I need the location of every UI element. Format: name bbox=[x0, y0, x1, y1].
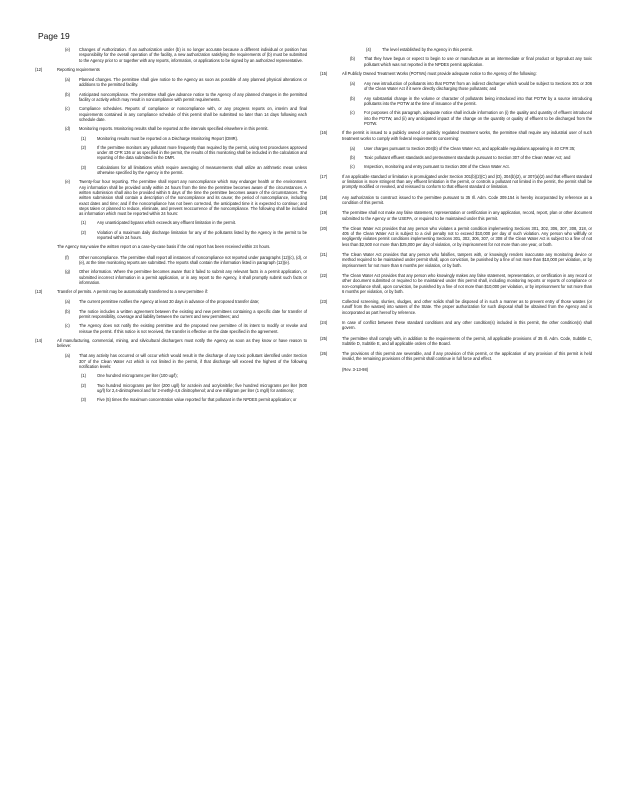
condition-number: (19) bbox=[320, 210, 328, 216]
condition-text: The notice includes a written agreement between the existing and new permittees containing a specific date for transfer of permit responsibility, coverage and liability between the current and new permittees; and bbox=[79, 308, 307, 319]
condition-text: The permittee shall comply with, in addition to the requirements of the permit, all applicable provisions of 35 Ill. Adm. Code, Subtitle C, Subtitle D, Subtitle E, and all applicable orders of the Board. bbox=[342, 335, 592, 346]
condition-text: Reporting requirements bbox=[57, 66, 100, 72]
permit-condition bbox=[366, 47, 592, 52]
condition-number: (4) bbox=[366, 47, 372, 52]
condition-text: That they have begun or expect to begin to use or manufacture as an intermediate or final product or byproduct any toxic pollutant which was not reported in the NPDES permit application. bbox=[364, 56, 592, 67]
permit-condition bbox=[320, 336, 592, 347]
condition-text: For purposes of this paragraph, adequate notice shall include information on (i) the quality and quantity of effluent introduced into the POTW, and (ii) any anticipated impact of the change on the quantity or quality of effluent to be discharged from the POTW. bbox=[364, 110, 592, 126]
permit-condition bbox=[350, 110, 592, 126]
permit-condition bbox=[65, 255, 307, 266]
permit-condition bbox=[65, 269, 307, 285]
condition-number: (16) bbox=[320, 130, 328, 136]
condition-number: (13) bbox=[35, 289, 43, 295]
condition-number: (2) bbox=[81, 144, 87, 150]
condition-text: Anticipated noncompliance. The permittee shall give advance notice to the Agency of any planned changes in the permitted facility or activity which may result in noncompliance with permit requirements. bbox=[79, 91, 307, 103]
permit-condition bbox=[350, 96, 592, 107]
condition-text: Any new introduction of pollutants into that POTW from an indirect discharger which would be subject to Sections 301 or 306 of the Clean Water Act if it were directly discharging those pollutants; and bbox=[364, 81, 592, 92]
permit-condition bbox=[320, 130, 592, 141]
permit-condition bbox=[81, 220, 307, 225]
condition-text: Other information. Where the permittee becomes aware that it failed to submit any relevant facts in a permit application, or submitted incorrect information in a permit application, or in any report to the Agency, it shall promptly submit such facts or information. bbox=[79, 269, 307, 285]
condition-number: (25) bbox=[320, 335, 328, 341]
condition-text: Toxic pollutant effluent standards and pretreatment standards pursuant to Section 307 of the Clean Water Act; and bbox=[364, 155, 571, 161]
condition-text: Monitoring reports. Monitoring results shall be reported at the intervals specified elsewhere in this permit. bbox=[79, 126, 269, 132]
permit-condition bbox=[65, 179, 307, 216]
condition-text: Inspection, monitoring and entry pursuant to Section 308 of the Clean Water Act. bbox=[364, 164, 510, 170]
permit-condition bbox=[320, 273, 592, 294]
condition-text: Any substantial change in the volume or character of pollutants being introduced into that POTW by a source introducing pollutants into the POTW at the time of issuance of the permit. bbox=[364, 95, 592, 107]
condition-number: (b) bbox=[350, 155, 356, 161]
permit-condition bbox=[350, 56, 592, 67]
condition-text: Changes of Authorization. If an authorization under (b) is no longer accurate because a different individual or position has responsibility for the overall operation of the facility, a new authorization satisfying the requirements of (b) must be submitted to the Agency prior to or together with any reports, information, or applications to be signed by an authorized representative. bbox=[79, 47, 307, 63]
permit-condition bbox=[65, 309, 307, 320]
permit-condition bbox=[35, 67, 307, 72]
condition-text: If the permittee monitors any pollutant more frequently than required by the permit, using test procedures approved under 40 CFR 136 or as specified in the permit, the results of this monitoring shall be included in the calculation and reporting of the data submitted in the DMR. bbox=[97, 144, 307, 161]
condition-number: (c) bbox=[65, 323, 70, 329]
permit-condition bbox=[65, 126, 307, 131]
condition-text: Collected screening, slurries, sludges, and other solids shall be disposed of in such a manner as to prevent entry of those wastes (or runoff from the wastes) into waters of the State. The proper authorization for such disposal shall be obtained from the Agency and is incorporated as part hereof by reference. bbox=[342, 299, 592, 315]
condition-number: (e) bbox=[65, 179, 71, 185]
permit-condition bbox=[81, 136, 307, 141]
permit-condition bbox=[320, 320, 592, 331]
permit-condition bbox=[81, 397, 307, 402]
permit-condition bbox=[65, 353, 307, 369]
permit-condition bbox=[81, 145, 307, 161]
condition-text: Calculations for all limitations which require averaging of measurements shall utilize an arithmetic mean unless otherwise specified by the Agency in the permit. bbox=[97, 164, 307, 176]
permit-condition bbox=[65, 92, 307, 103]
condition-text: Two hundred micrograms per liter (200 ug/l) for acrolein and acrylonitrile; five hundred micrograms per liter (500 ug/l) for 2,4-dinitrophenol and for 2-methyl-4,6 dinitrophenol; and one milligram per liter (1 mg/l) for antimony; bbox=[97, 382, 307, 393]
condition-number: (g) bbox=[65, 269, 71, 275]
permit-condition bbox=[81, 373, 307, 378]
left-column bbox=[35, 44, 307, 407]
condition-number: (12) bbox=[35, 66, 43, 72]
condition-number: (14) bbox=[35, 337, 43, 343]
condition-number: (b) bbox=[350, 56, 356, 62]
condition-number: (3) bbox=[81, 397, 87, 403]
condition-text: Any authorization to construct issued to the permittee pursuant to 35 Ill. Adm. Code 309.154 is hereby incorporated by reference as a condition of this permit. bbox=[342, 194, 592, 205]
permit-condition bbox=[320, 226, 592, 247]
condition-number: (15) bbox=[320, 70, 328, 76]
condition-text: (Rev. 3-13-98) bbox=[342, 366, 369, 372]
revision-note bbox=[320, 367, 592, 372]
condition-text: The Clean Water Act provides that any person who knowingly makes any false statement, representation, or certification in any record or other document submitted or required to be maintained under this permit shall, including monitoring reports or reports of compliance or non-compliance shall, upon conviction, be punished by a fine of not more than $10,000 per violation, or by imprisonment for not more than 6 months per violation, or by both. bbox=[342, 272, 592, 294]
condition-number: (2) bbox=[81, 229, 87, 235]
condition-text: All Publicly Owned Treatment Works (POTWs) must provide adequate notice to the Agency of the following: bbox=[342, 70, 537, 76]
condition-text: Twenty-four hour reporting. The permittee shall report any noncompliance which may endanger health or the environment. Any information shall be provided orally within 24 hours from the time the permittee becomes aware of the circumstances. A written submission shall also be provided within 5 days of the time the permittee becomes aware of the circumstances. The written submission shall contain a description of the noncompliance and its cause; the period of noncompliance, including exact dates and time; and if the noncompliance has not been corrected, the anticipated time it is expected to continue; and steps taken or planned to reduce, eliminate, and prevent reoccurrence of the noncompliance. The following shall be included as information which must be reported within 24 hours: bbox=[79, 179, 307, 217]
permit-condition bbox=[81, 165, 307, 176]
permit-condition bbox=[320, 252, 592, 268]
condition-text: All manufacturing, commercial, mining, and silvicultural dischargers must notify the Agency as soon as they know or have reason to believe: bbox=[57, 337, 307, 349]
permit-condition bbox=[320, 299, 592, 315]
condition-number: (a) bbox=[65, 299, 71, 305]
permit-condition bbox=[320, 195, 592, 206]
permit-condition bbox=[81, 383, 307, 394]
condition-number: (24) bbox=[320, 319, 328, 325]
condition-number: (26) bbox=[320, 351, 328, 357]
permit-condition bbox=[320, 351, 592, 362]
condition-number: (21) bbox=[320, 252, 328, 258]
condition-number: (22) bbox=[320, 272, 328, 278]
condition-text: Five (5) times the maximum concentration value reported for that pollutant in the NPDES permit application; or bbox=[97, 397, 297, 403]
right-column bbox=[320, 44, 592, 377]
condition-number: (2) bbox=[81, 382, 87, 388]
condition-text: If the permit is issued to a publicly owned or publicly regulated treatment works, the permittee shall require any industrial user of such treatment works to comply with federal requirements concerning: bbox=[342, 130, 592, 141]
permit-condition bbox=[350, 164, 592, 169]
condition-number: (a) bbox=[350, 145, 356, 151]
permit-condition bbox=[65, 299, 307, 304]
condition-text: The Clean Water Act provides that any person who falsifies, tampers with, or knowingly renders inaccurate any monitoring device or method required to be maintained under permit shall, upon conviction, be punished by a fine of not more than $10,000 per violation, or by imprisonment for not more than 6 months per violation, or by both. bbox=[342, 252, 592, 268]
condition-number: (20) bbox=[320, 225, 328, 231]
permit-condition bbox=[81, 230, 307, 241]
condition-text: One hundred micrograms per liter (100 ug/l); bbox=[97, 373, 178, 379]
condition-number: (c) bbox=[65, 106, 70, 112]
condition-number: (a) bbox=[350, 81, 356, 87]
condition-number: (1) bbox=[81, 135, 87, 141]
condition-number: (c) bbox=[350, 110, 355, 116]
condition-number: (e) bbox=[65, 47, 71, 52]
permit-condition bbox=[35, 338, 307, 349]
condition-number: (23) bbox=[320, 299, 328, 305]
condition-number: (c) bbox=[350, 164, 355, 170]
condition-text: Violation of a maximum daily discharge limitation for any of the pollutants listed by the Agency in the permit to be reported within 24 hours. bbox=[97, 229, 307, 241]
condition-text: In case of conflict between these standard conditions and any other condition(s) included in this permit, the other condition(s) shall govern. bbox=[342, 319, 592, 331]
permit-condition bbox=[350, 81, 592, 92]
condition-number: (d) bbox=[65, 126, 71, 132]
condition-number: (b) bbox=[65, 308, 71, 314]
condition-text: Compliance schedules. Reports of compliance or noncompliance with, or any progress reports on, interim and final requirements contained in any compliance schedule of this permit shall be submitted no later than 14 days following each schedule date. bbox=[79, 106, 307, 122]
condition-number: (b) bbox=[65, 91, 71, 97]
condition-text: Any unanticipated bypass which exceeds any effluent limitation in the permit. bbox=[97, 220, 236, 226]
condition-number: (17) bbox=[320, 173, 328, 179]
permit-condition bbox=[320, 174, 592, 190]
permit-condition bbox=[65, 106, 307, 122]
permit-condition bbox=[65, 323, 307, 334]
permit-condition bbox=[350, 146, 592, 151]
condition-text: Monitoring results must be reported on a Discharge Monitoring Report (DMR). bbox=[97, 135, 239, 141]
condition-number: (a) bbox=[65, 77, 71, 83]
condition-text: Transfer of permits. A permit may be automatically transferred to a new permittee if: bbox=[57, 289, 208, 295]
condition-number: (3) bbox=[81, 164, 87, 170]
condition-number: (1) bbox=[81, 220, 87, 226]
page-number: Page 19 bbox=[38, 31, 70, 41]
condition-text: The level established by the Agency in this permit. bbox=[382, 47, 473, 52]
condition-number: (b) bbox=[350, 95, 356, 101]
condition-number: (a) bbox=[65, 353, 71, 359]
condition-text: The Agency may waive the written report on a case-by-case basis if the oral report has been received within 24 hours. bbox=[57, 244, 271, 250]
condition-text: The Clean Water Act provides that any person who violates a permit condition implementing Sections 301, 302, 306, 307, 308, 318, or 405 of the Clean Water Act is subject to a civil penalty not to exceed $10,000 per day of such violation. Any person who willfully or negligently violates permit conditions implementing Sections 301, 302, 306, 307, or 308 of the Clean Water Act is subject to a fine of not less than $2,500 nor more than $25,000 per day of violation, or by imprisonment for not more than one year, or both. bbox=[342, 225, 592, 247]
permit-condition bbox=[35, 244, 307, 249]
condition-text: User charges pursuant to Section 204(b) of the Clean Water Act, and applicable regulations appearing in 40 CFR 35; bbox=[364, 145, 576, 151]
permit-condition bbox=[65, 47, 307, 63]
permit-condition bbox=[65, 77, 307, 88]
condition-number: (1) bbox=[81, 373, 87, 379]
condition-text: The current permittee notifies the Agency at least 30 days in advance of the proposed transfer date; bbox=[79, 299, 260, 305]
condition-text: The Agency does not notify the existing permittee and the proposed new permittee of its intent to modify or revoke and reissue the permit. If this notice is not received, the transfer is effective on the date specified in the agreement. bbox=[79, 323, 307, 334]
condition-number: (18) bbox=[320, 194, 328, 200]
condition-text: If an applicable standard or limitation is promulgated under Section 301(b)(2)(C) and (D), 304(b)(2), or 307(a)(2) and that effluent standard or limitation is more stringent than any effluent limitation in the permit, or controls a pollutant not limited in the permit, the permit shall be promptly modified or revoked, and reissued to conform to that effluent standard or limitation. bbox=[342, 173, 593, 190]
condition-text: Planned changes. The permittee shall give notice to the Agency as soon as possible of any planned physical alterations or additions to the permitted facility. bbox=[79, 77, 307, 88]
condition-text: The provisions of this permit are severable, and if any provision of this permit, or the application of any provision of this permit is held invalid, the remaining provisions of this permit shall continue in full force and effect. bbox=[342, 351, 592, 362]
condition-text: Other noncompliance. The permittee shall report all instances of noncompliance not reported under paragraphs (12)(c), (d), or (e), at the time monitoring reports are submitted. The reports shall contain the information listed in paragraph (12)(e). bbox=[79, 254, 307, 265]
condition-text: The permittee shall not make any false statement, representation or certification in any application, record, report, plan or other document submitted to the Agency or the USEPA, or required to be maintained under this permit. bbox=[342, 210, 592, 221]
permit-condition bbox=[320, 71, 592, 76]
permit-condition bbox=[350, 155, 592, 160]
permit-condition bbox=[320, 210, 592, 221]
condition-text: That any activity has occurred or will occur which would result in the discharge of any toxic pollutant identified under Section 307 of the Clean Water Act which is not limited in the permit, if that discharge will exceed the highest of the following notification levels: bbox=[79, 353, 307, 370]
permit-condition bbox=[35, 289, 307, 294]
condition-number: (f) bbox=[65, 254, 69, 260]
